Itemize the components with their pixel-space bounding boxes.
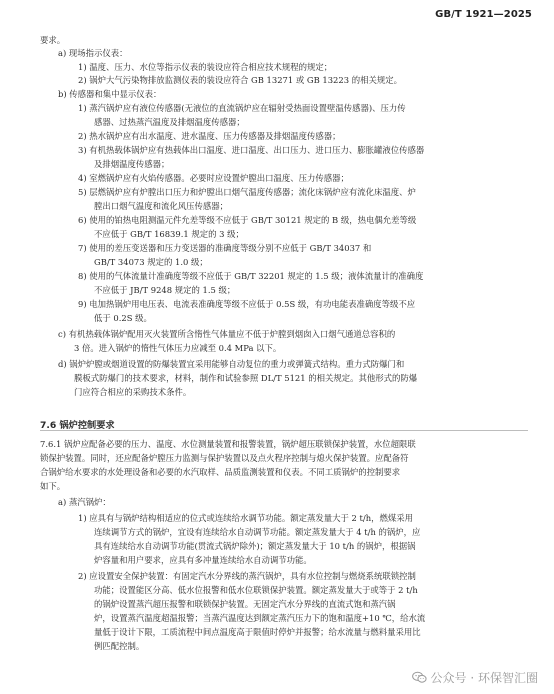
list-item-continued: 具有连续给水自动调节功能(贯流式锅炉除外)；额定蒸发量大于 10 t/h 的锅炉，根据锅 [94, 541, 416, 551]
list-item: 2) 热水锅炉应有出水温度、进水温度、压力传感器及排烟温度传感器； [78, 131, 341, 141]
list-item: 2) 锅炉大气污染物排放监测仪表的装设应符合 GB 13271 或 GB 13223 的相关规定。 [78, 75, 402, 85]
list-item-continued: 膜板式防爆门的技术要求，材料，制作和试验参照 DL/T 5121 的相关规定。其他形式的防爆 [74, 373, 418, 383]
list-item-continued: 连续调节方式的锅炉，宜设有连续给水自动调节功能。额定蒸发量大于 4 t/h 的锅炉，应 [94, 527, 421, 537]
clause-text: 合锅炉给水要求的水处理设备和必要的水汽取样、品质监测装置和仪表。不同工质锅炉的控制要求 [40, 467, 401, 477]
list-item-continued: 炉，设置蒸汽温度超温报警；当蒸汽温度达到额定蒸汽压力下的饱和温度+10 ℃，给水流 [94, 613, 426, 623]
watermark-text: 公众号 · 环保智汇圈 [430, 671, 538, 685]
list-item: 8) 使用的气体流量计准确度等级不应低于 GB/T 32201 规定的 1.5 级；液体流量计的准确度 [78, 271, 424, 281]
clause-text: 如下。 [40, 481, 66, 491]
list-item-continued: 膛出口烟气温度和流化风压传感器； [94, 201, 228, 211]
list-item: 1) 温度、压力、水位等指示仪表的装设应符合相应技术规程的规定； [78, 62, 333, 72]
list-item-continued: 不应低于 JB/T 9248 规定的 1.5 级； [94, 285, 236, 295]
standard-number: GB/T 1921—2025 [435, 9, 532, 20]
section-heading: 7.6 锅炉控制要求 [40, 420, 115, 431]
clause-text: 7.6.1 锅炉应配备必要的压力、温度、水位测量装置和报警装置，锅炉超压联锁保护装置，水位超限联 [40, 439, 416, 449]
list-item-continued: 3 倍。进入锅炉的惰性气体压力应减至 0.4 MPa 以下。 [74, 343, 282, 353]
list-item-continued: 低于 0.2S 级。 [94, 313, 152, 323]
list-item-continued: 感器、过热蒸汽温度及排烟温度传感器； [94, 117, 245, 127]
list-item-continued: 的锅炉设置蒸汽超压报警和联锁保护装置。无固定汽水分界线的直流式饱和蒸汽锅 [94, 599, 396, 609]
clause-text: 锁保护装置。同时，还应配备炉膛压力监测与保护装置以及点火程序控制与熄火保护装置。应配备符 [40, 453, 409, 463]
list-item-label: d) 锅炉炉膛或烟道设置的防爆装置宜采用能够自动复位的重力或弹簧式结构。重力式防爆门和 [58, 359, 405, 369]
text-line: 要求。 [40, 35, 66, 45]
list-item-continued: 功能；设置能区分高、低水位报警和低水位联锁保护装置。额定蒸发量大于或等于 2 t/h [94, 585, 418, 595]
list-item: 3) 有机热载体锅炉应有热载体出口温度、进口温度、出口压力、进口压力、膨胀罐液位传感器 [78, 145, 425, 155]
list-item-continued: 量低于设计下限，工质流程中间点温度高于限值时停炉并报警；给水流量与燃料量采用比 [94, 627, 421, 637]
list-item-continued: 例匹配控制。 [94, 641, 145, 651]
list-item: 5) 层燃锅炉应有炉膛出口压力和炉膛出口烟气温度传感器；流化床锅炉应有流化床温度、炉 [78, 187, 416, 197]
list-item: 9) 电加热锅炉用电压表、电流表准确度等级不应低于 0.5S 级，有功电能表准确度等级不应 [78, 299, 416, 309]
list-item-continued: 门应符合相应的采购技术条件。 [74, 387, 192, 397]
list-item-continued: GB/T 34073 规定的 1.0 级； [94, 257, 208, 267]
list-item-continued: 不应低于 GB/T 16839.1 规定的 3 级； [94, 229, 244, 239]
list-item: 4) 室燃锅炉应有火焰传感器。必要时应设置炉膛出口温度、压力传感器； [78, 173, 349, 183]
list-item-continued: 炉容量和用户要求，应具有多冲量连续给水自动调节功能。 [94, 555, 312, 565]
list-item: 1) 应具有与锅炉结构相适应的位式或连续给水调节功能。额定蒸发量大于 2 t/h，燃煤采用 [78, 513, 413, 523]
list-item-label: a) 现场指示仪表： [58, 48, 128, 58]
list-item-label: b) 传感器和集中显示仪表： [58, 89, 162, 99]
watermark [412, 669, 538, 686]
section-divider [40, 430, 528, 431]
list-item-label: a) 蒸汽锅炉： [58, 497, 111, 507]
list-item: 6) 使用的铂热电阻测温元件允差等级不应低于 GB/T 30121 规定的 B 级，热电偶允差等级 [78, 215, 417, 225]
wechat-icon [412, 671, 427, 684]
list-item: 2) 应设置安全保护装置：有固定汽水分界线的蒸汽锅炉，具有水位控制与燃烧系统联锁控制 [78, 571, 416, 581]
list-item: 7) 使用的差压变送器和压力变送器的准确度等级分别不应低于 GB/T 34037 和 [78, 243, 372, 253]
list-item-continued: 及排烟温度传感器； [94, 159, 170, 169]
list-item-label: c) 有机热载体锅炉配用灭火装置所含惰性气体量应不低于炉膛到烟囱入口烟气通道总容积的 [58, 329, 396, 339]
list-item: 1) 蒸汽锅炉应有液位传感器(无液位的直流锅炉应在辐射受热面设置壁温传感器)、压力传 [78, 103, 406, 113]
